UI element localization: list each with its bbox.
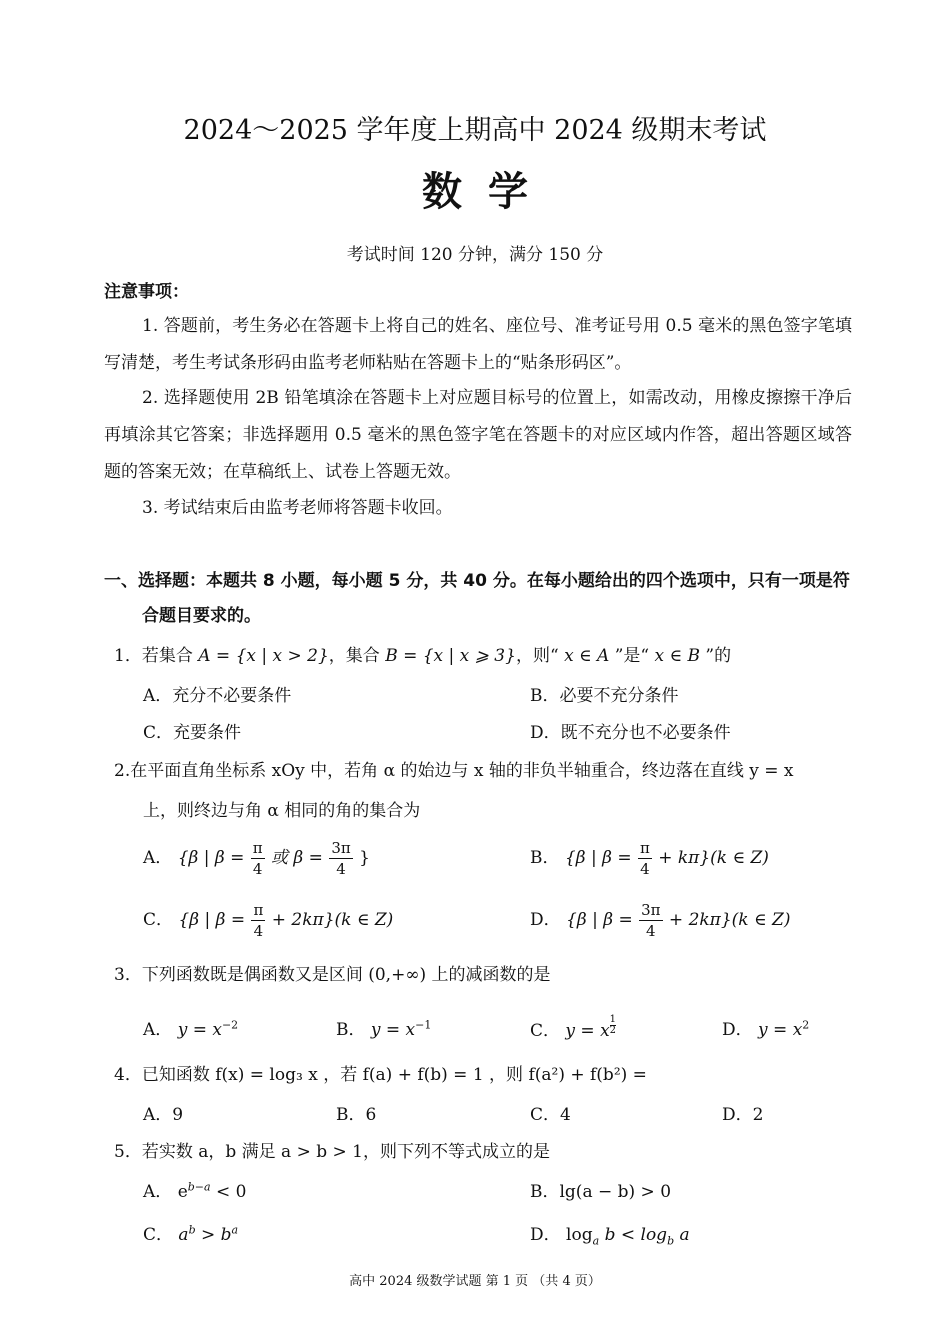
q1-option-d: D．既不充分也不必要条件 [530,723,731,743]
q3-option-a [143,1015,238,1040]
q1-text: 若集合 [141,646,199,666]
denominator: 2 [609,1025,617,1036]
q1-set-a: A = {x | x > 2} [198,646,329,666]
q4-option-d: D．2 [722,1105,764,1125]
numerator: 1 [609,1014,617,1025]
formula-text: + 2kπ}(k ∈ Z) [668,910,791,930]
q3-stem: 下列函数既是偶函数又是区间 (0,+∞) 上的减函数的是 [141,965,551,985]
q3-option-d [722,1015,809,1040]
option-label: A． [143,848,173,868]
fraction [329,838,352,879]
q1-text: ，则“ [515,646,565,666]
denominator: 4 [640,860,650,878]
q1-condition-2: x ∈ B [654,646,701,666]
q2-option-b [530,838,769,879]
question-2 [114,756,794,781]
q4-number: 4． [114,1065,142,1085]
option-label: D． [530,1225,561,1245]
q1-option-a: A．充分不必要条件 [143,686,292,706]
notice-item-3: 3. 考试结束后由监考老师将答题卡收回。 [142,498,453,518]
question-3 [114,960,551,985]
q1-condition-1: x ∈ A [564,646,610,666]
denominator: 4 [336,860,346,878]
numerator: 3π [641,901,661,919]
formula-text: + kπ}(k ∈ Z) [658,848,769,868]
q2-number: 2. [114,761,131,781]
fraction [639,900,662,941]
formula-text: > b [195,1225,232,1245]
formula-text: } [359,848,370,868]
notice-item-2: 2. 选择题使用 2B 铅笔填涂在答题卡上对应题目标号的位置上，如需改动，用橡皮擦擦干净后再填涂其它答案；非选择题用 0.5 毫米的黑色签字笔在答题卡的对应区域内作答，超出答题区域答题的答案无效；在草稿纸上、试卷上答题无效。 [104,388,852,482]
option-label: C． [143,1225,174,1245]
q4-option-c: C．4 [530,1105,571,1125]
q1-text: ”的 [700,646,732,666]
q5-option-a [143,1177,246,1202]
q4-option-b: B．6 [336,1105,377,1125]
formula-text: a [178,1225,189,1245]
section-heading-text: 一、选择题：本题共 8 小题，每小题 5 分，共 40 分。在每小题给出的四个选项中，只有一项是符合题目要求的。 [104,571,850,626]
formula-text: e [177,1182,188,1202]
option-label: D． [530,910,561,930]
numerator: π [639,839,650,857]
page-footer: 高中 2024 级数学试题 第 1 页 （共 4 页） [349,1274,601,1289]
q2-option-a [143,838,370,879]
formula-text: a [674,1225,690,1245]
formula-text: y = x [758,1020,803,1040]
q5-stem: 若实数 a，b 满足 a > b > 1，则下列不等式成立的是 [141,1142,550,1162]
q3-option-c [530,1015,616,1041]
q2-stem-line1: 在平面直角坐标系 xOy 中，若角 α 的始边与 x 轴的非负半轴重合，终边落在直线 y = x [130,761,794,781]
q3-number: 3． [114,965,142,985]
option-label: C． [530,1021,561,1041]
formula-text: log [566,1225,593,1245]
q1-set-b: B = {x | x ⩾ 3} [385,646,516,666]
fraction [251,838,265,879]
formula-text: 或 β = [271,848,323,868]
formula-text: < 0 [210,1182,247,1202]
formula-text: + 2kπ}(k ∈ Z) [271,910,394,930]
exam-title: 2024～2025 学年度上期高中 2024 级期末考试 [183,115,767,146]
question-5 [114,1137,550,1162]
formula-text: {β | β = [564,848,632,868]
subscript: b [667,1234,675,1248]
option-label: A． [143,1020,173,1040]
denominator: 4 [252,860,263,878]
exponent: b [188,1223,196,1237]
question-1 [114,641,731,666]
formula-text: {β | β = [177,848,245,868]
section-heading [104,564,864,634]
q5-option-d [530,1220,690,1247]
question-4 [114,1060,647,1085]
q4-stem: 已知函数 f(x) = log₃ x ，若 f(a) + f(b) = 1 ，则 f(a²) + f(b²) = [141,1065,647,1085]
q1-text: ，集合 [328,646,386,666]
q5-option-c [143,1220,238,1245]
q2-option-c [143,900,393,941]
exponent: −1 [415,1018,432,1032]
denominator: 4 [646,922,656,940]
q1-number: 1． [114,646,142,666]
q1-text: ”是“ [609,646,655,666]
option-label: A． [143,1182,173,1202]
q4-option-a: A．9 [143,1105,184,1125]
q1-option-c: C．充要条件 [143,723,242,743]
option-label: B． [336,1020,366,1040]
q2-stem-line2: 上，则终边与角 α 相同的角的集合为 [143,801,421,821]
option-label: C． [143,910,174,930]
subscript: a [592,1234,600,1248]
notice-item-1: 1. 答题前，考生务必在答题卡上将自己的姓名、座位号、准考证号用 0.5 毫米的黑色签字笔填写清楚，考生考试条形码由监考老师粘贴在答题卡上的“贴条形码区”。 [104,316,852,373]
subject-title: 数学 [422,169,554,215]
q5-number: 5． [114,1142,142,1162]
exponent: b−a [187,1180,211,1194]
exam-info: 考试时间 120 分钟，满分 150 分 [346,245,604,265]
q3-option-b [336,1015,431,1040]
q1-option-b: B．必要不充分条件 [530,686,679,706]
numerator: 3π [331,839,351,857]
numerator: π [252,839,263,857]
fraction [251,900,265,941]
numerator: π [253,901,264,919]
fraction [638,838,652,879]
q2-option-d [530,900,790,941]
denominator: 4 [253,922,264,940]
formula-text: {β | β = [178,910,246,930]
exponent: −2 [221,1018,239,1032]
q5-option-b: B．lg(a − b) > 0 [530,1182,672,1202]
formula-text: {β | β = [566,910,633,930]
formula-text: y = x [370,1020,416,1040]
option-label: D． [722,1020,753,1040]
fractional-exponent [610,1015,616,1036]
notice-heading: 注意事项： [104,282,189,302]
formula-text: y = x [565,1021,610,1041]
exponent: 2 [802,1018,810,1032]
exponent: a [231,1223,239,1237]
option-label: B． [530,848,560,868]
formula-text: b < log [599,1225,668,1245]
formula-text: y = x [177,1020,222,1040]
